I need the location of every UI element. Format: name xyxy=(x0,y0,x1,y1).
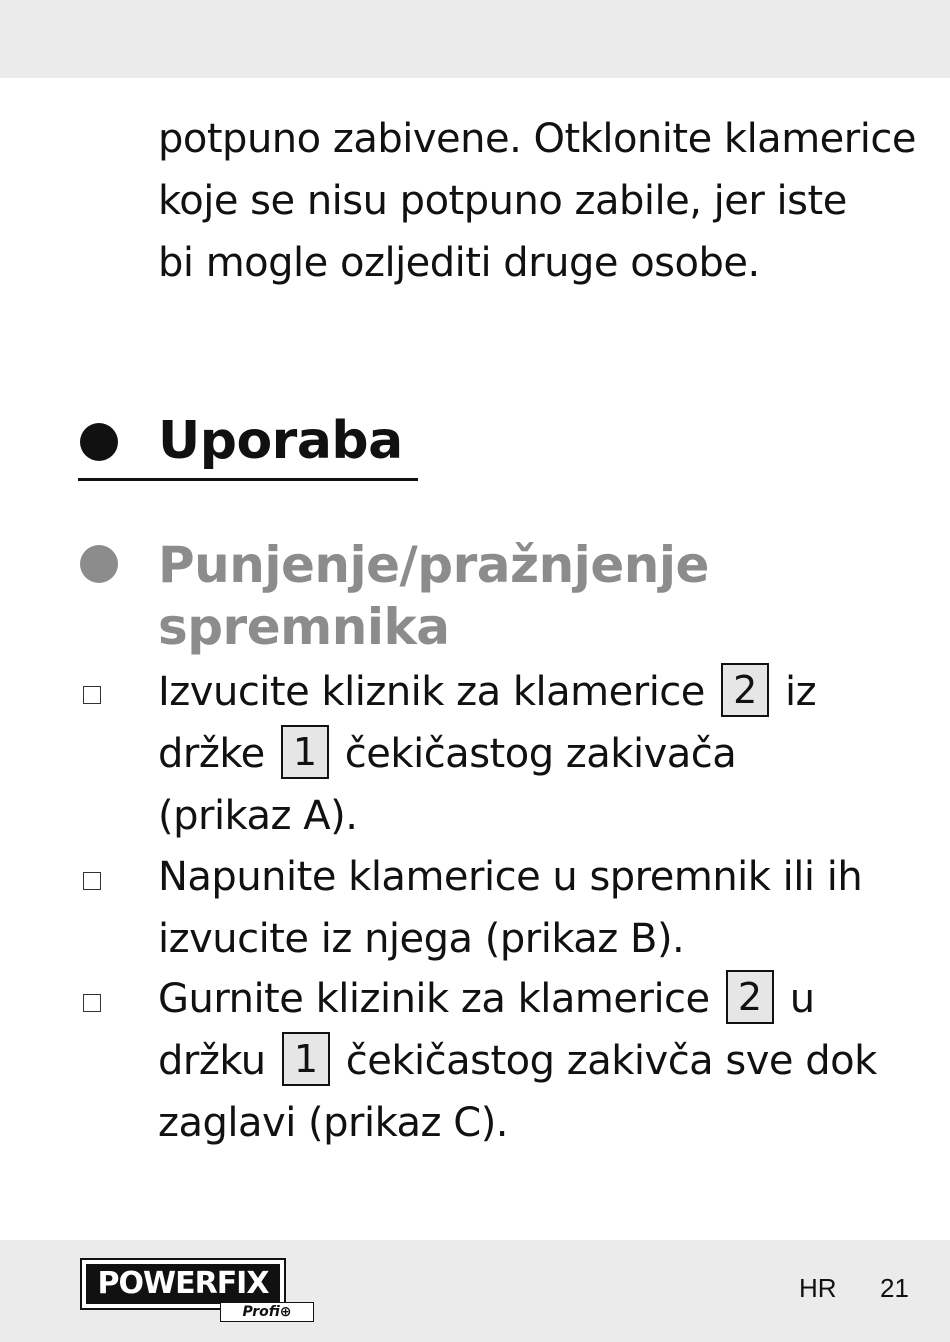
language-code: HR xyxy=(799,1273,837,1303)
section-heading: Uporaba xyxy=(158,411,403,471)
intro-line: potpuno zabivene. Otklonite klamerice xyxy=(158,116,916,162)
step-line xyxy=(158,908,862,970)
header-band xyxy=(0,0,950,78)
step-line xyxy=(158,968,877,1030)
step-text: Gurnite klizinik za klamerice xyxy=(158,976,722,1022)
logo-wordmark: POWERFIX xyxy=(86,1264,280,1304)
subheading-bullet-icon xyxy=(80,545,118,583)
part-ref-badge: 1 xyxy=(281,725,329,779)
step-checkbox-icon xyxy=(83,994,101,1012)
step-text: čekičastog zakivača xyxy=(332,731,737,777)
subheading-line: spremnika xyxy=(158,598,450,656)
intro-paragraph xyxy=(158,108,916,294)
step-line xyxy=(158,785,816,847)
step-text: (prikaz A). xyxy=(158,793,358,839)
step-text: čekičastog zakivča sve dok xyxy=(333,1038,877,1084)
step-line xyxy=(158,1030,877,1092)
step-text: Napunite klamerice u spremnik ili ih xyxy=(158,854,863,900)
part-ref-badge: 2 xyxy=(726,970,774,1024)
subheading-line: Punjenje/pražnjenje xyxy=(158,536,709,594)
step-text: iz xyxy=(772,669,817,715)
heading-underline xyxy=(78,478,418,481)
logo-subbrand: Profi⊕ xyxy=(220,1302,314,1322)
step-checkbox-icon xyxy=(83,872,101,890)
step-item xyxy=(158,846,862,970)
intro-line: bi mogle ozljediti druge osobe. xyxy=(158,240,760,286)
step-text: zaglavi (prikaz C). xyxy=(158,1100,509,1146)
step-line xyxy=(158,1092,877,1154)
intro-line: koje se nisu potpuno zabile, jer iste xyxy=(158,178,847,224)
step-checkbox-icon xyxy=(83,686,101,704)
step-line xyxy=(158,846,862,908)
step-line xyxy=(158,661,816,723)
subsection-heading xyxy=(158,534,709,658)
heading-bullet-icon xyxy=(80,423,118,461)
step-text: držke xyxy=(158,731,277,777)
powerfix-logo xyxy=(80,1258,316,1322)
step-item xyxy=(158,968,877,1154)
step-text: u xyxy=(777,976,815,1022)
step-line xyxy=(158,723,816,785)
part-ref-badge: 1 xyxy=(282,1032,330,1086)
step-text: držku xyxy=(158,1038,278,1084)
page-number: 21 xyxy=(880,1273,909,1303)
step-text: izvucite iz njega (prikaz B). xyxy=(158,916,685,962)
step-item xyxy=(158,661,816,847)
part-ref-badge: 2 xyxy=(721,663,769,717)
step-text: Izvucite kliznik za klamerice xyxy=(158,669,718,715)
